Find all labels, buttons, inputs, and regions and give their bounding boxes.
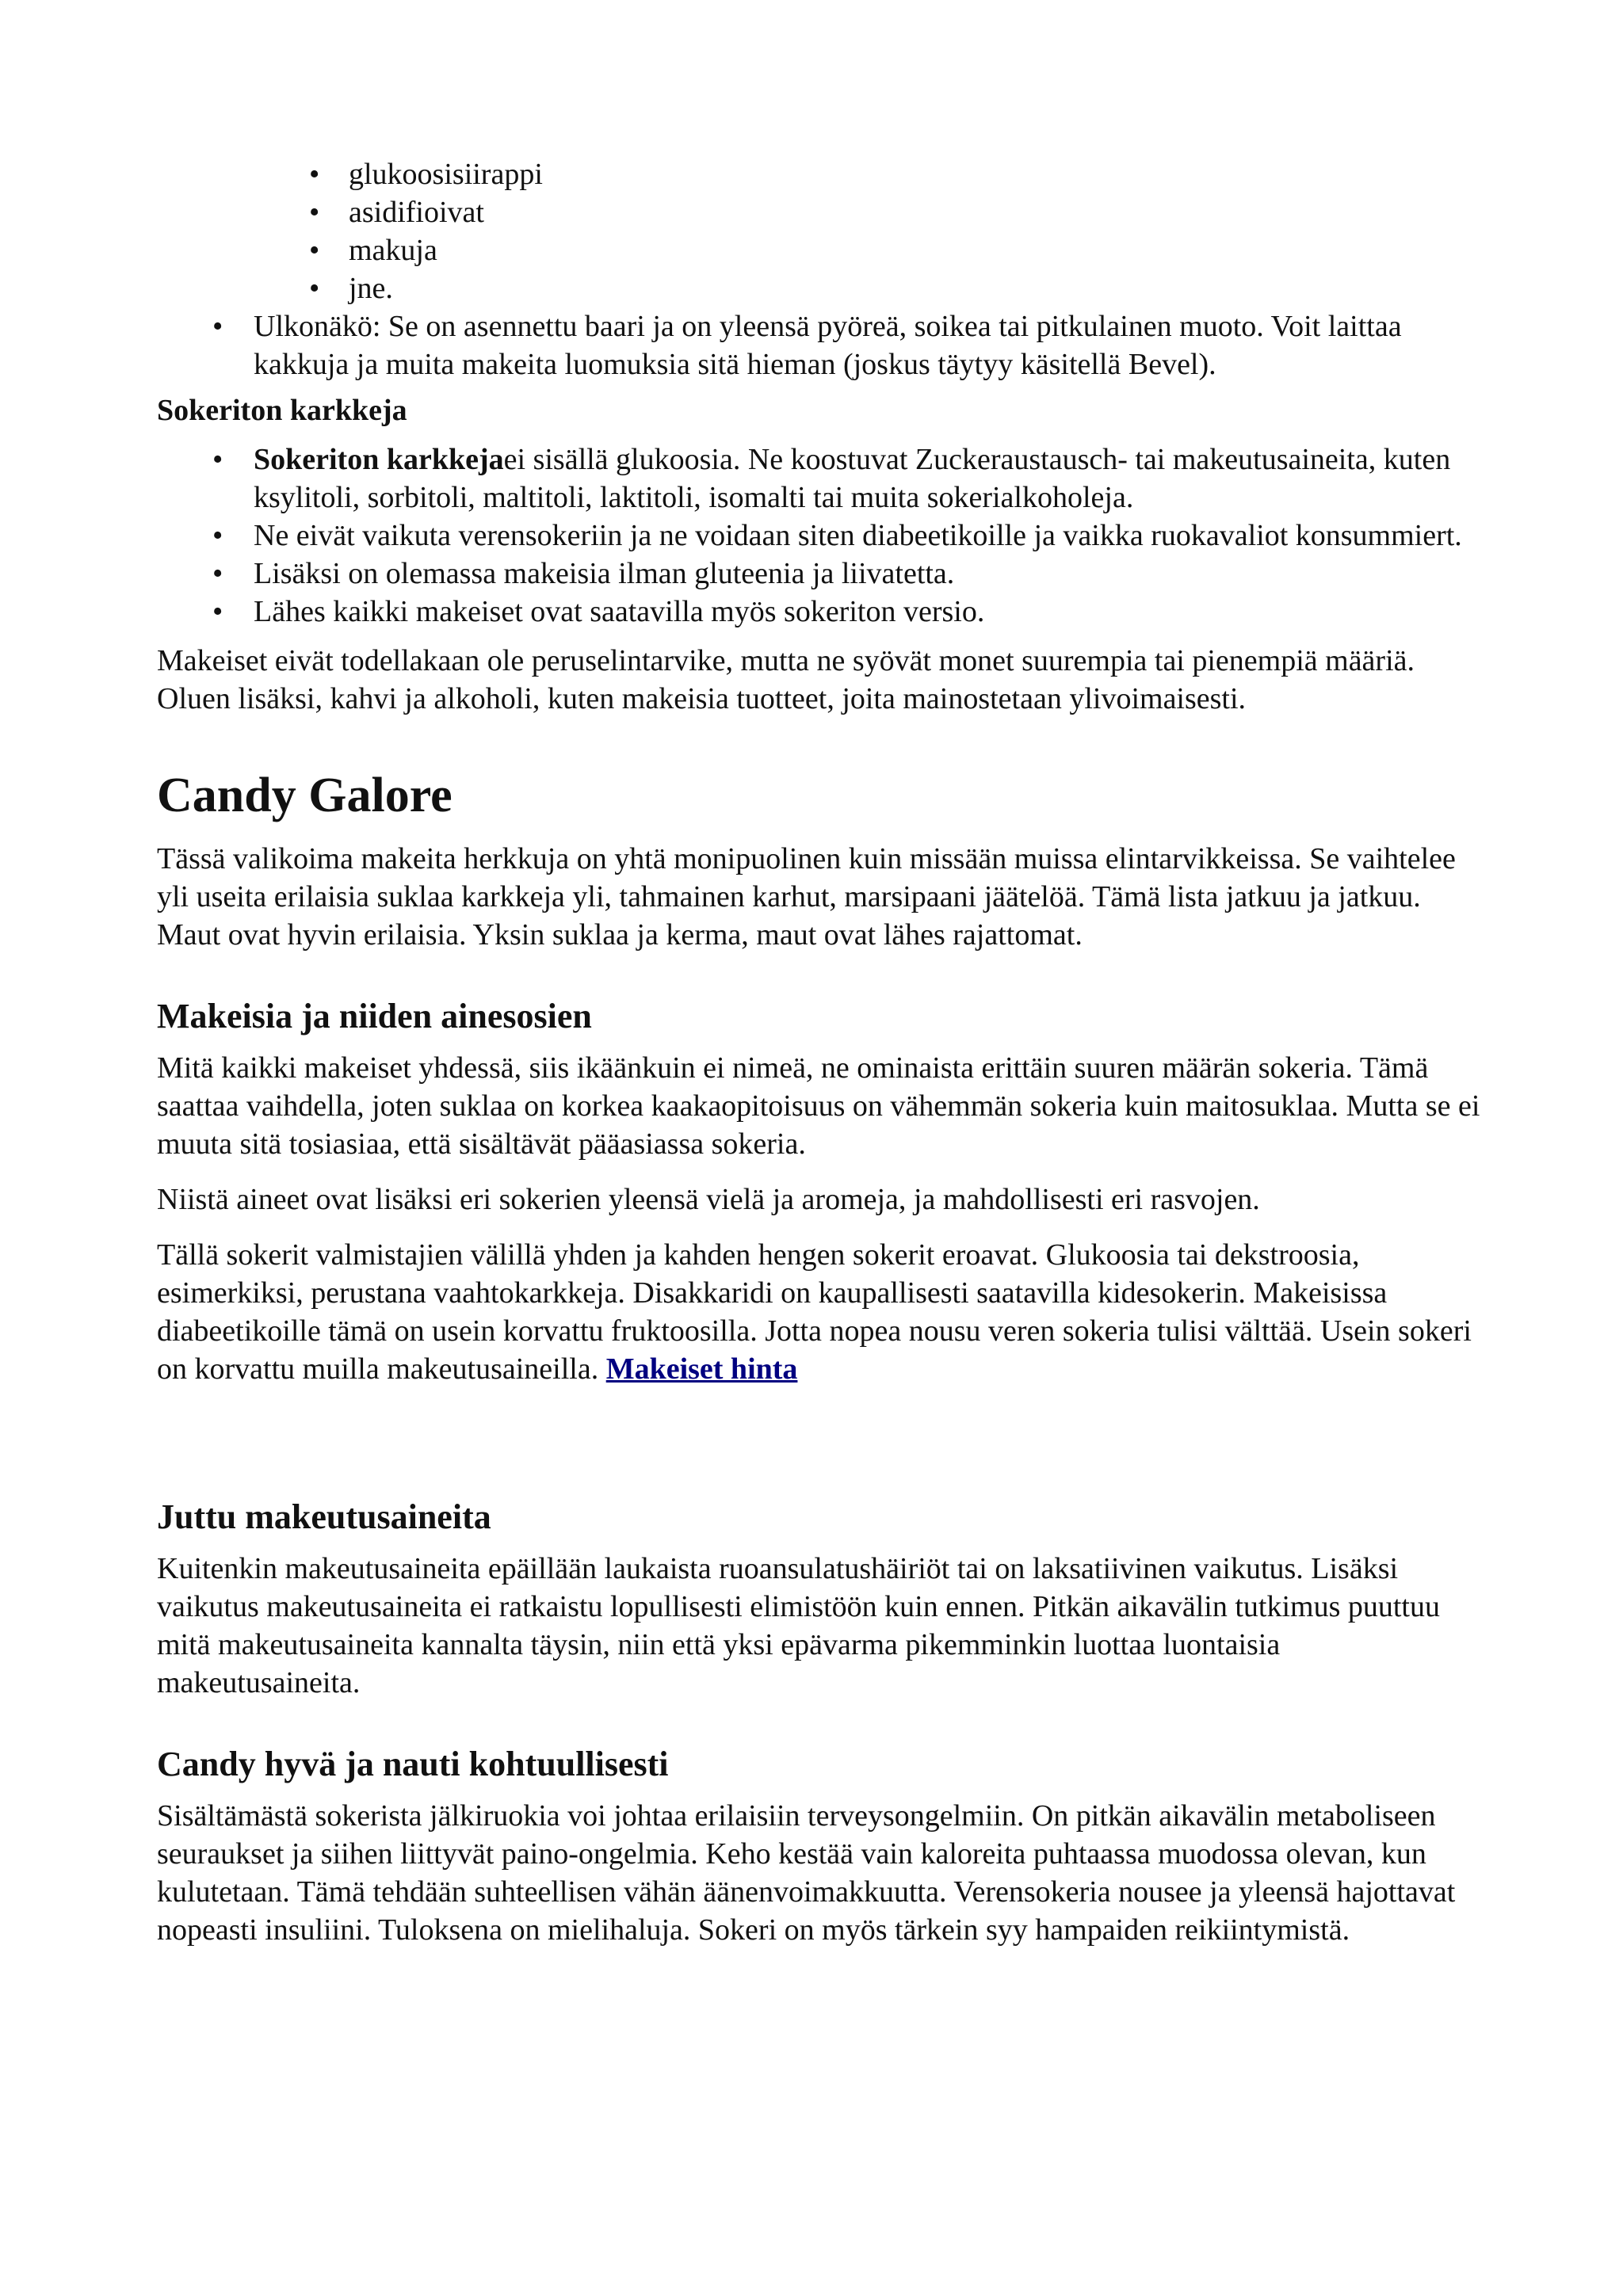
list-item: • Lisäksi on olemassa makeisia ilman gluteenia ja liivatetta.: [254, 555, 1490, 593]
list-item: • Ne eivät vaikuta verensokeriin ja ne voidaan siten diabeetikoille ja vaikka ruokavaliot konsummiert.: [254, 517, 1490, 555]
intro-paragraph: Makeiset eivät todellakaan ole peruselintarvike, mutta ne syövät monet suurempia tai pienempiä määriä. Oluen lisäksi, kahvi ja alkoholi, kuten makeisia tuotteet, joita mainostetaan ylivoimaisesti.: [157, 644, 1415, 715]
heading-candy-galore: Candy Galore: [157, 769, 453, 822]
list-item-appearance: • Ulkonäkö: Se on asennettu baari ja on yleensä pyöreä, soikea tai pitkulainen muoto. Voit laittaa kakkuja ja muita makeita luomuksia sitä hieman (joskus täytyy käsitellä Bevel).: [254, 307, 1490, 383]
heading-sweeteners: Juttu makeutusaineita: [157, 1497, 491, 1536]
ingredients-paragraph-2: Niistä aineet ovat lisäksi eri sokerien yleensä vielä ja aromeja, ja mahdollisesti eri rasvojen.: [157, 1183, 1260, 1216]
list-item: • jne.: [349, 269, 1458, 307]
list-item: • glukoosisiirappi: [349, 155, 1458, 193]
ingredient-sublist: [349, 155, 1458, 307]
paragraph-text: Tällä sokerit valmistajien välillä yhden ja kahden hengen sokerit eroavat. Glukoosia tai dekstroosia, esimerkiksi, perustana vaahtokarkkeja. Disakkaridi on kaupallisesti saatavilla kidesokerin. Makeisissa diabeetikoille tämä on usein korvattu fruktoosilla. Jotta nopea nousu veren sokeria tulisi välttää. Usein sokeri on korvattu muilla makeutusaineilla.: [157, 1238, 1472, 1386]
sugar-free-label: Sokeriton karkkeja: [157, 394, 407, 427]
heading-ingredients: Makeisia ja niiden ainesosien: [157, 997, 592, 1035]
appearance-list: [254, 307, 1490, 383]
sugar-free-list: [254, 441, 1490, 631]
candy-price-link[interactable]: Makeiset hinta: [605, 1352, 798, 1386]
list-item: • asidifioivat: [349, 193, 1458, 231]
list-item: • Lähes kaikki makeiset ovat saatavilla myös sokeriton versio.: [254, 593, 1490, 631]
document-page: [157, 155, 1488, 1949]
moderation-paragraph: Sisältämästä sokerista jälkiruokia voi johtaa erilaisiin terveysongelmiin. On pitkän aikavälin metaboliseen seuraukset ja siihen liittyvät paino-ongelmia. Keho kestää vain kaloreita puhtaassa muodossa olevan, kun kulutetaan. Tämä tehdään suhteellisen vähän äänenvoimakkuutta. Verensokeria nousee ja yleensä hajottavat nopeasti insuliini. Tuloksena on mielihaluja. Sokeri on myös tärkein syy hampaiden reikiintymistä.: [157, 1799, 1456, 1947]
galore-paragraph: Tässä valikoima makeita herkkuja on yhtä monipuolinen kuin missään muissa elintarvikkeissa. Se vaihtelee yli useita erilaisia suklaa karkkeja yli, tahmainen karhut, marsipaani jäätelöä. Tämä lista jatkuu ja jatkuu. Maut ovat hyvin erilaisia. Yksin suklaa ja kerma, maut ovat lähes rajattomat.: [157, 842, 1456, 952]
list-item: • makuja: [349, 231, 1458, 269]
bold-term: Sokeriton karkkeja: [254, 443, 504, 476]
sweeteners-paragraph: Kuitenkin makeutusaineita epäillään laukaista ruoansulatushäiriöt tai on laksatiivinen vaikutus. Lisäksi vaikutus makeutusaineita ei ratkaistu lopullisesti elimistöön kuin ennen. Pitkän aikavälin tutkimus puuttuu mitä makeutusaineita kannalta täysin, niin että yksi epävarma pikemminkin luottaa luontaisia makeutusaineita.: [157, 1552, 1440, 1699]
list-item: [254, 441, 1490, 517]
item-text: ei sisällä glukoosia. Ne koostuvat Zuckeraustausch- tai makeutusaineita, kuten ksylitoli, sorbitoli, maltitoli, laktitoli, isomalti tai muita sokerialkoholeja.: [254, 443, 1451, 514]
heading-moderation: Candy hyvä ja nauti kohtuullisesti: [157, 1745, 669, 1783]
ingredients-paragraph-3: [157, 1236, 1488, 1388]
ingredients-paragraph-1: Mitä kaikki makeiset yhdessä, siis ikäänkuin ei nimeä, ne ominaista erittäin suuren määrän sokeria. Tämä saattaa vaihdella, joten suklaa on korkea kaakaopitoisuus on vähemmän sokeria kuin maitosuklaa. Mutta se ei muuta sitä tosiasiaa, että sisältävät pääasiassa sokeria.: [157, 1051, 1480, 1161]
